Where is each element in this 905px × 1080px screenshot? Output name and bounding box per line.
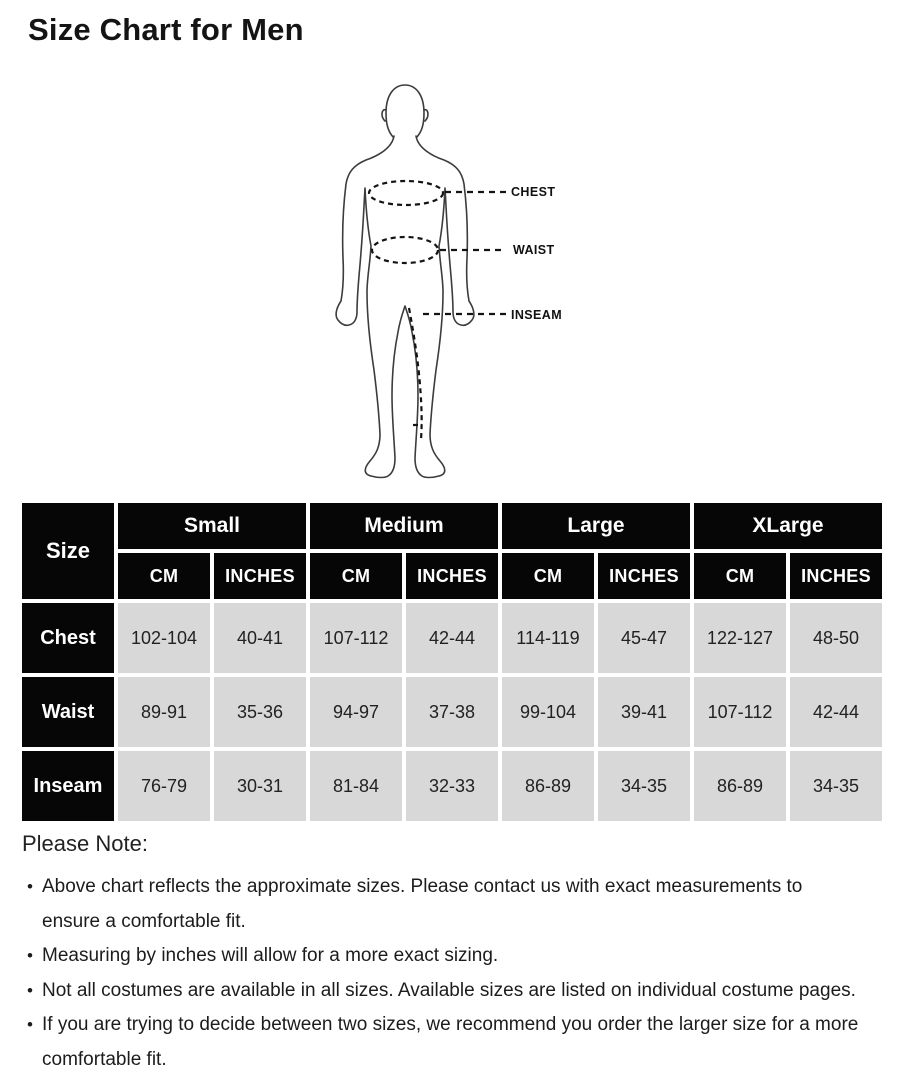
unit-header: INCHES [598,553,690,599]
size-cell: 40-41 [214,603,306,673]
table-row-inseam [22,751,882,821]
inseam-label: INSEAM [511,308,563,322]
bullet-icon: • [27,877,33,896]
size-cell: 42-44 [406,603,498,673]
size-cell: 89-91 [118,677,210,747]
note-item [20,939,892,974]
unit-header: INCHES [214,553,306,599]
table-corner-header: Size [22,503,114,599]
size-cell: 81-84 [310,751,402,821]
size-group-header-small: Small [118,503,306,549]
unit-header: INCHES [790,553,882,599]
note-text: comfortable fit. [42,1048,167,1070]
note-item [20,1008,892,1043]
size-cell: 37-38 [406,677,498,747]
size-cell: 99-104 [502,677,594,747]
size-cell: 76-79 [118,751,210,821]
note-item [20,974,892,1009]
bullet-icon: • [27,1015,33,1034]
body-measurement-figure [330,80,630,492]
size-cell: 107-112 [310,603,402,673]
table-group-header-row [22,503,882,549]
size-cell: 34-35 [790,751,882,821]
unit-header: CM [694,553,786,599]
bullet-icon: • [27,980,33,1000]
unit-header: CM [502,553,594,599]
size-cell: 34-35 [598,751,690,821]
page-title: Size Chart for Men [28,12,304,47]
unit-header: CM [310,553,402,599]
size-group-header-medium: Medium [310,503,498,549]
size-table-section [18,499,888,825]
chest-label: CHEST [511,185,556,199]
note-item-continuation [20,905,892,940]
size-cell: 114-119 [502,603,594,673]
size-cell: 48-50 [790,603,882,673]
note-text: Above chart reflects the approximate sizes. Please contact us with exact measurements to [42,876,803,897]
size-group-header-large: Large [502,503,690,549]
size-cell: 45-47 [598,603,690,673]
size-cell: 86-89 [694,751,786,821]
note-text: Not all costumes are available in all sizes. Available sizes are listed on individual costume pages. [42,979,856,1001]
size-cell: 42-44 [790,677,882,747]
size-cell: 122-127 [694,603,786,673]
unit-header: CM [118,553,210,599]
row-label-inseam: Inseam [22,751,114,821]
notes-heading: Please Note: [22,831,148,856]
note-text: If you are trying to decide between two sizes, we recommend you order the larger size for a more [42,1014,859,1035]
size-cell: 86-89 [502,751,594,821]
note-text: Measuring by inches will allow for a more exact sizing. [42,945,499,966]
size-cell: 32-33 [406,751,498,821]
note-text: ensure a comfortable fit. [42,910,246,932]
waist-label: WAIST [513,243,555,257]
table-row-chest [22,603,882,673]
size-table [18,499,886,825]
bullet-icon: • [27,946,33,965]
body-outline [336,136,474,478]
size-cell: 94-97 [310,677,402,747]
size-group-header-xlarge: XLarge [694,503,882,549]
table-row-waist [22,677,882,747]
size-cell: 102-104 [118,603,210,673]
row-label-chest: Chest [22,603,114,673]
size-cell: 30-31 [214,751,306,821]
note-item [20,870,892,905]
note-item-continuation [20,1043,892,1078]
size-cell: 39-41 [598,677,690,747]
unit-header: INCHES [406,553,498,599]
size-cell: 35-36 [214,677,306,747]
notes-section [20,831,892,1077]
head-outline [386,85,424,144]
row-label-waist: Waist [22,677,114,747]
table-unit-header-row [22,553,882,599]
size-cell: 107-112 [694,677,786,747]
body-outline-svg [330,80,630,492]
